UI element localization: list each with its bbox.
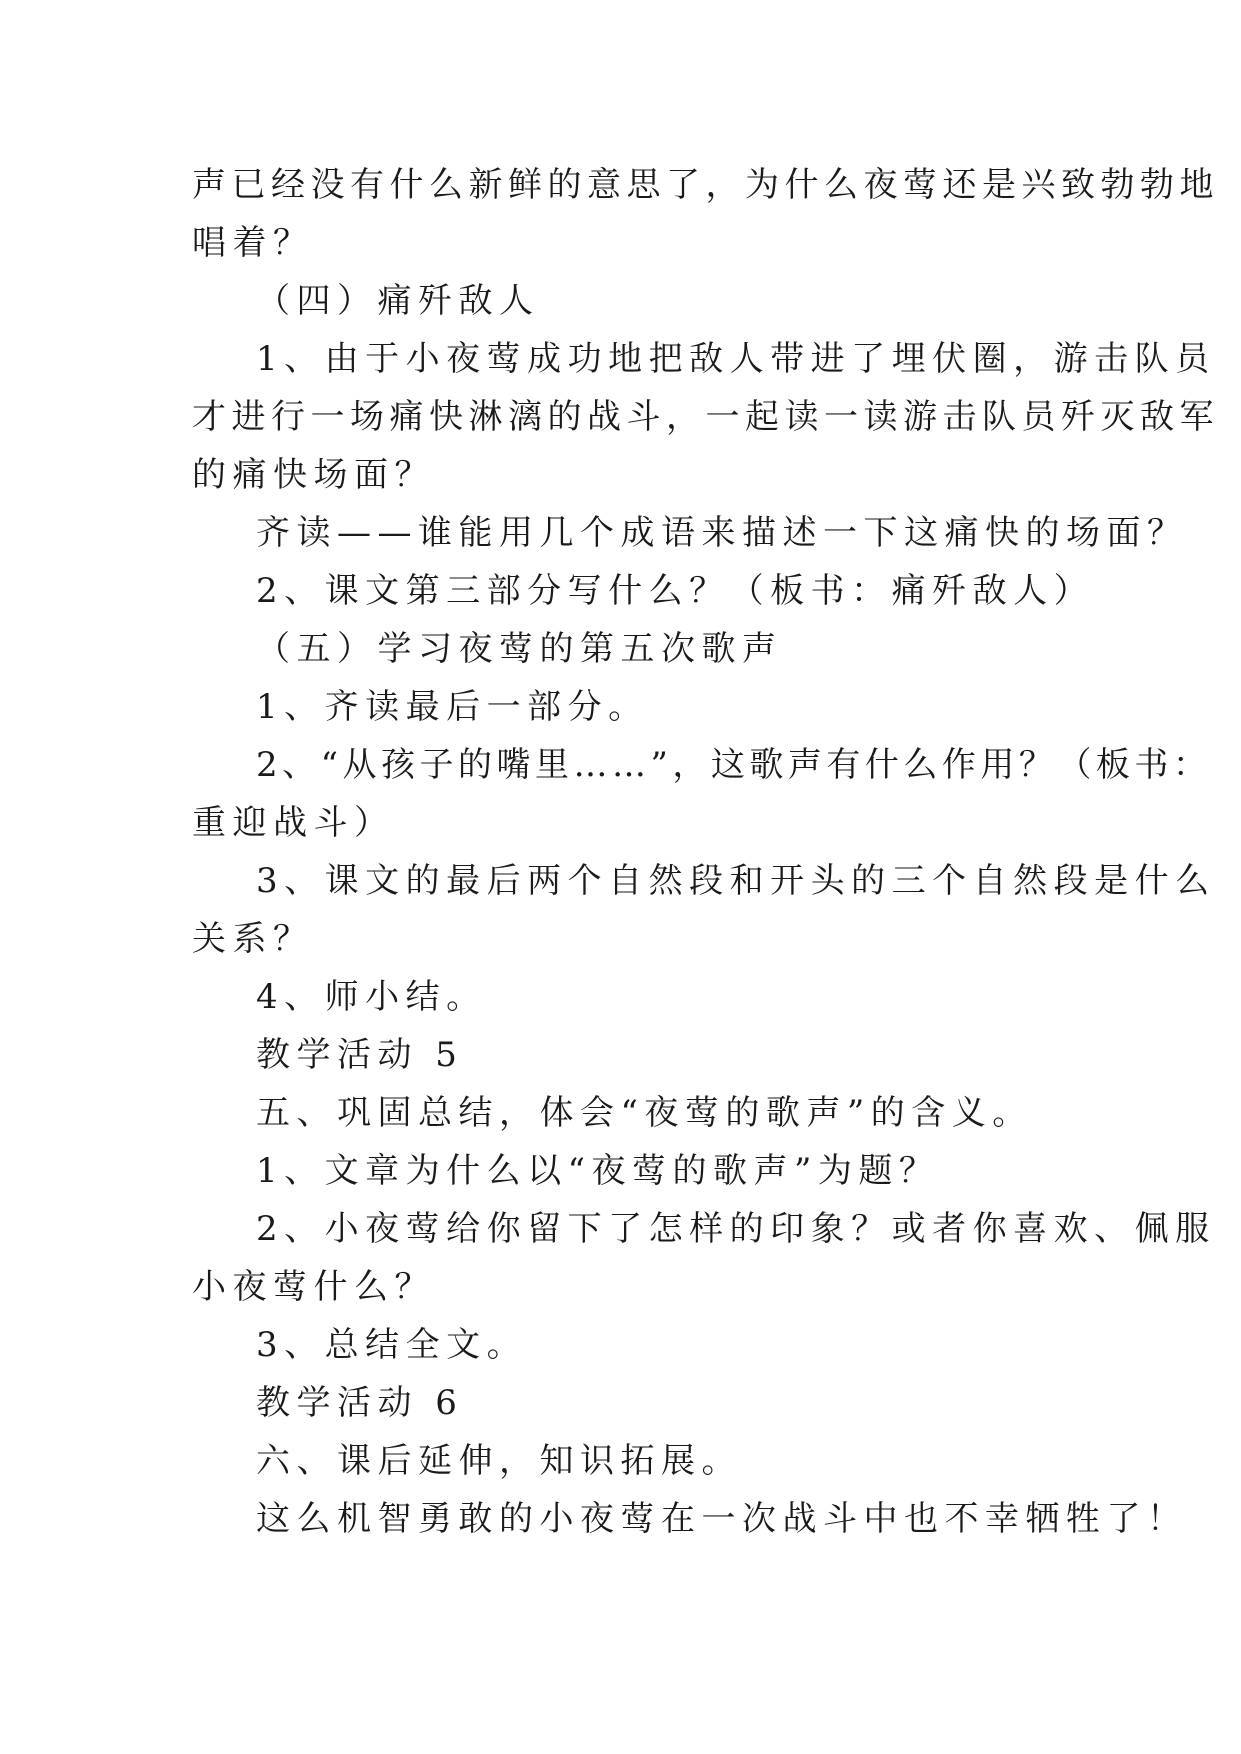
- text-line: 2、“从孩子的嘴里……”，这歌声有什么作用？（板书：: [256, 745, 1212, 785]
- text-line: 六、课后延伸，知识拓展。: [256, 1441, 742, 1481]
- section-heading: （四）痛歼敌人: [256, 281, 540, 321]
- text-line: 声已经没有什么新鲜的意思了，为什么夜莺还是兴致勃勃地: [192, 165, 1219, 205]
- text-line: 1、由于小夜莺成功地把敌人带进了埋伏圈，游击队员: [256, 339, 1216, 379]
- text-line: 2、课文第三部分写什么？（板书：痛歼敌人）: [256, 571, 1095, 611]
- text-line: 小夜莺什么？: [192, 1267, 435, 1307]
- text-line: 这么机智勇敢的小夜莺在一次战斗中也不幸牺牲了！: [256, 1499, 1188, 1539]
- text-line: 重迎战斗）: [192, 803, 395, 843]
- section-heading: （五）学习夜莺的第五次歌声: [256, 629, 783, 669]
- text-line: 1、文章为什么以“夜莺的歌声”为题？: [256, 1151, 940, 1191]
- text-line: 唱着？: [192, 223, 314, 263]
- section-heading: 教学活动 6: [256, 1383, 464, 1423]
- text-line: 关系？: [192, 919, 314, 959]
- text-line: 4、师小结。: [256, 977, 487, 1017]
- text-line: 齐读——谁能用几个成语来描述一下这痛快的场面？: [256, 513, 1188, 553]
- text-line: 3、总结全文。: [256, 1325, 528, 1365]
- text-line: 3、课文的最后两个自然段和开头的三个自然段是什么: [256, 861, 1216, 901]
- text-line: 2、小夜莺给你留下了怎样的印象？或者你喜欢、佩服: [256, 1209, 1216, 1249]
- text-line: 才进行一场痛快淋漓的战斗，一起读一读游击队员歼灭敌军: [192, 397, 1219, 437]
- text-line: 1、齐读最后一部分。: [256, 687, 649, 727]
- section-heading: 教学活动 5: [256, 1035, 464, 1075]
- text-line: 五、巩固总结，体会“夜莺的歌声”的含义。: [256, 1093, 1033, 1133]
- text-line: 的痛快场面？: [192, 455, 435, 495]
